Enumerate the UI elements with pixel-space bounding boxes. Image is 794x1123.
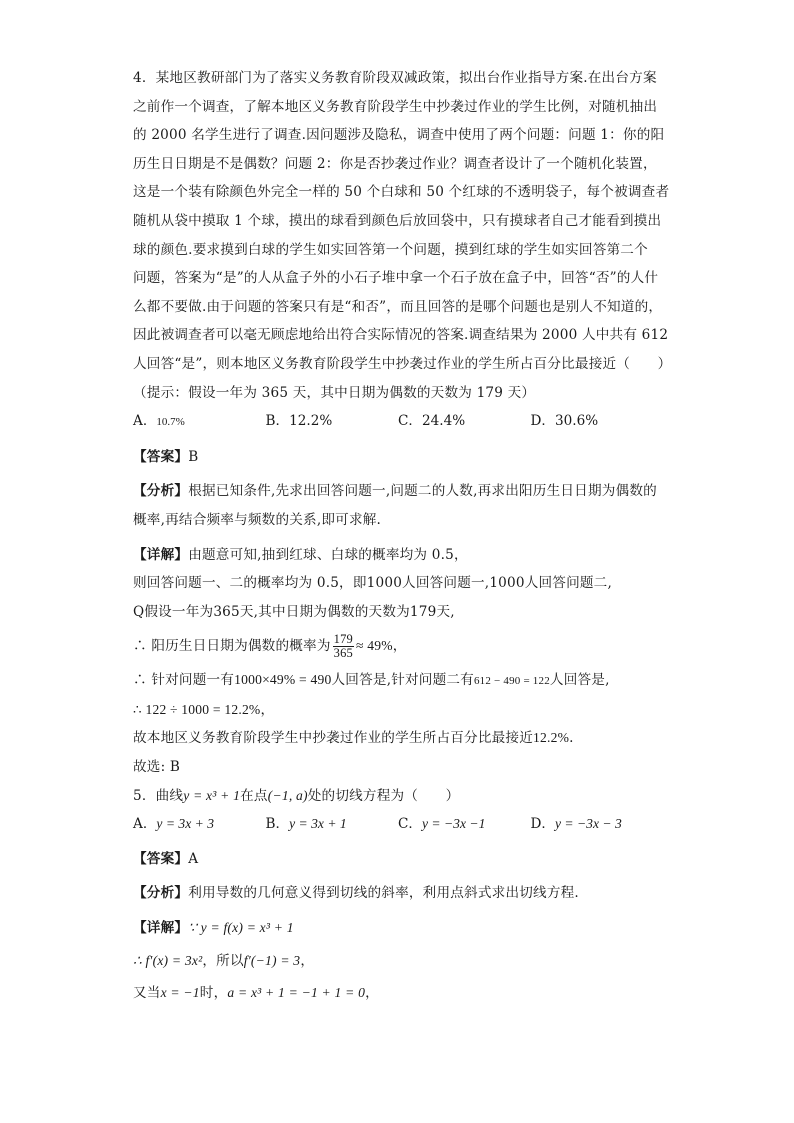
- question-4-stem: [133, 64, 672, 407]
- q5-options: [133, 810, 663, 839]
- q4-line: 这是一个装有除颜色外完全一样的 50 个白球和 50 个红球的不透明袋子，每个被调查者: [133, 184, 670, 201]
- q5-option-d: D．y = −3x − 3: [530, 816, 622, 833]
- q4-option-d: D．30.6%: [530, 413, 599, 430]
- q4-line: 历生日日期是不是偶数？问题 2：你是否抄袭过作业？调查者设计了一个随机化装置，: [133, 155, 657, 172]
- q5-detail: 【详解】∵ y = f(x) = x³ + 1 ∴ f′(x) = 3x²，所以f′(−1) = 3， 又当x = −1时，a = x³ + 1 = −1 + 1 = 0，: [133, 920, 379, 1001]
- q4-line: 人回答“是”，则本地区义务教育阶段学生中抄袭过作业的学生所占百分比最接近（ ）: [133, 355, 672, 372]
- q4-option-a: A．10.7%: [133, 413, 185, 430]
- q4-line: 问题，答案为“是”的人从盒子外的小石子堆中拿一个石子放在盒子中，回答“否”的人什: [133, 270, 659, 287]
- q4-option-b: B．12.2%: [265, 413, 333, 430]
- q4-line: 之前作一个调查，了解本地区义务教育阶段学生中抄袭过作业的学生比例，对随机抽出: [133, 98, 658, 115]
- q5-option-b: B．y = 3x + 1: [265, 816, 347, 833]
- question-5-stem: 5．曲线y = x³ + 1在点(−1, a)处的切线方程为（ ）: [133, 787, 460, 804]
- document-page: [133, 64, 672, 1007]
- q4-analysis: 【分析】根据已知条件,先求出回答问题一,问题二的人数,再求出阳历生日日期为偶数的 概率,再结合频率与频数的关系,即可求解.: [133, 483, 657, 528]
- q4-line: 球的颜色.要求摸到白球的学生如实回答第一个问题，摸到红球的学生如实回答第二个: [133, 241, 648, 258]
- q4-options: [133, 407, 663, 437]
- q4-hint: （提示：假设一年为 365 天，其中日期为偶数的天数为 179 天）: [133, 384, 536, 401]
- q4-line: 的 2000 名学生进行了调查.因问题涉及隐私，调查中使用了两个问题：问题 1：你的阳: [133, 127, 665, 144]
- fraction-179-365: $\frac{179}{365}$: [333, 632, 353, 661]
- q4-line: 随机从袋中摸取 1 个球，摸出的球看到颜色后放回袋中，只有摸球者自己才能看到摸出: [133, 212, 662, 229]
- q4-option-c: C．24.4%: [398, 413, 466, 430]
- q5-answer: 【答案】A: [133, 850, 199, 867]
- q4-answer: 【答案】B: [133, 448, 199, 465]
- q4-detail: 【详解】由题意可知,抽到红球、白球的概率均为 0.5， 则回答问题一、二的概率均为 0.5，即1000人回答问题一,1000人回答问题二, Q假设一年为365天,其中日期为偶数的天数为179天, ∴ 阳历生日日期为偶数的概率为 $\frac{179}{365}$ ≈ 49%， ∴ 针对问题一有1000×49% = 490人回答是,针对问题二有612 − 490 = 122人回答是, ∴ 122 ÷ 1000 = 12.2%， 故本地区义务教育阶段学生中抄袭过作业的学生所占百分比最接近12.2%. 故选: B: [133, 546, 613, 776]
- q5-option-a: A．y = 3x + 3: [133, 816, 215, 833]
- q4-line: 因此被调查者可以毫无顾虑地给出符合实际情况的答案.调查结果为 2000 人中共有 612: [133, 327, 669, 344]
- q5-analysis: 【分析】利用导数的几何意义得到切线的斜率，利用点斜式求出切线方程.: [133, 885, 579, 902]
- q4-line: 4．某地区教研部门为了落实义务教育阶段双减政策，拟出台作业指导方案.在出台方案: [133, 70, 657, 86]
- q4-line: 么都不要做.由于问题的答案只有是“和否”，而且回答的是哪个问题也是别人不知道的，: [133, 298, 663, 315]
- q5-option-c: C．y = −3x −1: [398, 816, 486, 833]
